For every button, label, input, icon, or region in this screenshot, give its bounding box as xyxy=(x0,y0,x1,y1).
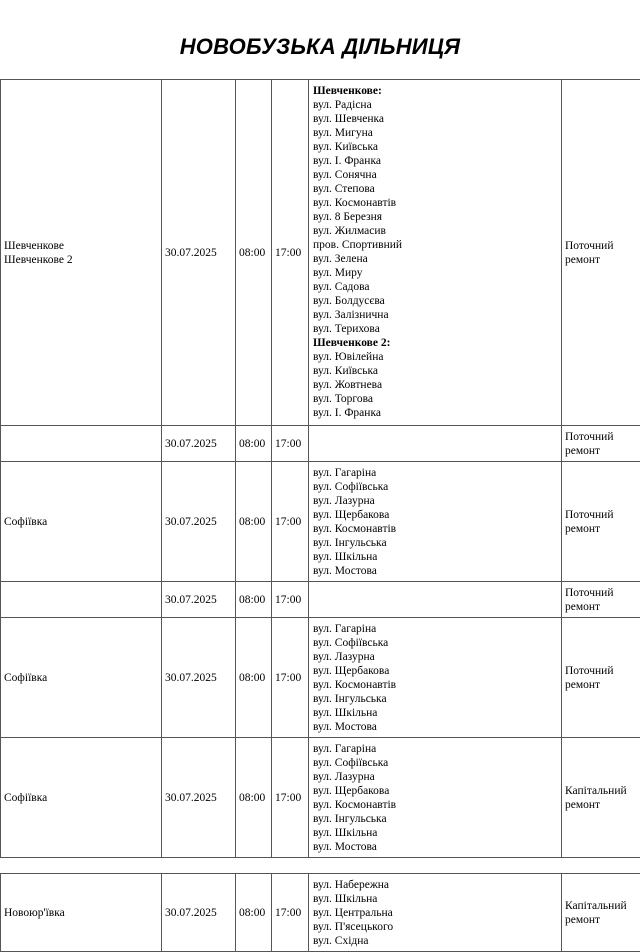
start-time-cell: 08:00 xyxy=(236,738,272,858)
table-row xyxy=(1,80,640,426)
street-name: вул. Космонавтів xyxy=(313,196,558,210)
work-type-text: ремонт xyxy=(565,913,637,927)
street-name: вул. Мостова xyxy=(313,720,558,734)
street-name: вул. Гагаріна xyxy=(313,466,558,480)
street-name: вул. Східна xyxy=(313,934,558,948)
work-type-text: ремонт xyxy=(565,522,637,536)
settlement-name: Софіївка xyxy=(4,671,158,685)
settlement-cell xyxy=(1,80,162,426)
streets-cell xyxy=(309,462,562,582)
street-name: вул. І. Франка xyxy=(313,406,558,420)
work-type-text: ремонт xyxy=(565,678,637,692)
street-name: вул. Щербакова xyxy=(313,664,558,678)
start-time-cell: 08:00 xyxy=(236,462,272,582)
street-name: вул. Софіївська xyxy=(313,636,558,650)
work-type-cell xyxy=(562,874,640,952)
date-cell: 30.07.2025 xyxy=(162,80,236,426)
street-name: вул. Лазурна xyxy=(313,494,558,508)
streets-cell xyxy=(309,80,562,426)
street-name: вул. Шкільна xyxy=(313,892,558,906)
streets-cell xyxy=(309,618,562,738)
street-name: вул. Софіївська xyxy=(313,756,558,770)
street-name: вул. Софіївська xyxy=(313,480,558,494)
streets-cell xyxy=(309,874,562,952)
street-name: вул. Радісна xyxy=(313,98,558,112)
settlement-name: Шевченкове xyxy=(4,239,158,253)
street-name: вул. Шевченка xyxy=(313,112,558,126)
settlement-cell xyxy=(1,462,162,582)
street-name: вул. Торгова xyxy=(313,392,558,406)
street-name: вул. Мостова xyxy=(313,840,558,854)
table-row xyxy=(1,462,640,582)
end-time-cell: 17:00 xyxy=(272,80,309,426)
schedule-body xyxy=(1,80,640,952)
page-title: НОВОБУЗЬКА ДІЛЬНИЦЯ xyxy=(0,34,640,60)
work-type-text: Капітальний xyxy=(565,899,637,913)
work-type-text: ремонт xyxy=(565,600,637,614)
street-name: вул. Інгульська xyxy=(313,536,558,550)
work-type-text: ремонт xyxy=(565,798,637,812)
settlement-heading: Шевченкове: xyxy=(313,84,558,98)
work-type-cell xyxy=(562,80,640,426)
street-name: вул. Зелена xyxy=(313,252,558,266)
street-name: вул. Набережна xyxy=(313,878,558,892)
settlement-cell xyxy=(1,582,162,618)
end-time-cell: 17:00 xyxy=(272,462,309,582)
street-name: вул. Лазурна xyxy=(313,650,558,664)
street-name: вул. І. Франка xyxy=(313,154,558,168)
settlement-name: Новоюр'ївка xyxy=(4,906,158,920)
table-row xyxy=(1,426,640,462)
street-name: вул. 8 Березня xyxy=(313,210,558,224)
work-type-text: ремонт xyxy=(565,444,637,458)
settlement-heading: Шевченкове 2: xyxy=(313,336,558,350)
street-name: вул. Ювілейна xyxy=(313,350,558,364)
settlement-cell xyxy=(1,874,162,952)
street-name: вул. Терихова xyxy=(313,322,558,336)
end-time-cell: 17:00 xyxy=(272,738,309,858)
settlement-cell xyxy=(1,618,162,738)
street-name: вул. Мигуна xyxy=(313,126,558,140)
settlement-name: Шевченкове 2 xyxy=(4,253,158,267)
work-type-text: Поточний xyxy=(565,586,637,600)
table-row xyxy=(1,874,640,952)
date-cell: 30.07.2025 xyxy=(162,462,236,582)
street-name: вул. Київська xyxy=(313,140,558,154)
street-name: вул. Шкільна xyxy=(313,826,558,840)
street-name: вул. Щербакова xyxy=(313,784,558,798)
work-type-cell xyxy=(562,462,640,582)
street-name: вул. Садова xyxy=(313,280,558,294)
street-name: вул. Шкільна xyxy=(313,550,558,564)
table-spacer-row xyxy=(1,858,640,874)
settlement-cell xyxy=(1,426,162,462)
work-type-text: Поточний xyxy=(565,508,637,522)
settlement-name: Софіївка xyxy=(4,515,158,529)
street-name: вул. Степова xyxy=(313,182,558,196)
street-name: вул. Залізнична xyxy=(313,308,558,322)
start-time-cell: 08:00 xyxy=(236,874,272,952)
street-name: вул. Центральна xyxy=(313,906,558,920)
end-time-cell: 17:00 xyxy=(272,582,309,618)
end-time-cell: 17:00 xyxy=(272,874,309,952)
work-type-cell xyxy=(562,738,640,858)
work-type-cell xyxy=(562,582,640,618)
street-name: вул. Гагаріна xyxy=(313,622,558,636)
street-name: вул. Жилмасив xyxy=(313,224,558,238)
street-name: вул. Миру xyxy=(313,266,558,280)
street-name: вул. Гагаріна xyxy=(313,742,558,756)
table-row xyxy=(1,618,640,738)
work-type-text: Поточний xyxy=(565,664,637,678)
street-name: пров. Спортивний xyxy=(313,238,558,252)
street-name: вул. Мостова xyxy=(313,564,558,578)
street-name: вул. Лазурна xyxy=(313,770,558,784)
work-type-text: Поточний xyxy=(565,239,637,253)
street-name: вул. Космонавтів xyxy=(313,798,558,812)
settlement-cell xyxy=(1,738,162,858)
work-type-cell xyxy=(562,426,640,462)
table-row xyxy=(1,738,640,858)
date-cell: 30.07.2025 xyxy=(162,582,236,618)
street-name: вул. Інгульська xyxy=(313,692,558,706)
end-time-cell: 17:00 xyxy=(272,618,309,738)
table-row xyxy=(1,582,640,618)
street-name: вул. Болдусєва xyxy=(313,294,558,308)
street-name: вул. Шкільна xyxy=(313,706,558,720)
outage-schedule-table xyxy=(0,79,640,952)
start-time-cell: 08:00 xyxy=(236,426,272,462)
date-cell: 30.07.2025 xyxy=(162,426,236,462)
start-time-cell: 08:00 xyxy=(236,582,272,618)
start-time-cell: 08:00 xyxy=(236,80,272,426)
date-cell: 30.07.2025 xyxy=(162,874,236,952)
work-type-cell xyxy=(562,618,640,738)
date-cell: 30.07.2025 xyxy=(162,738,236,858)
street-name: вул. Сонячна xyxy=(313,168,558,182)
work-type-text: ремонт xyxy=(565,253,637,267)
streets-cell xyxy=(309,738,562,858)
streets-cell xyxy=(309,582,562,618)
street-name: вул. П'ясецького xyxy=(313,920,558,934)
work-type-text: Поточний xyxy=(565,430,637,444)
street-name: вул. Космонавтів xyxy=(313,522,558,536)
street-name: вул. Жовтнева xyxy=(313,378,558,392)
end-time-cell: 17:00 xyxy=(272,426,309,462)
streets-cell xyxy=(309,426,562,462)
street-name: вул. Київська xyxy=(313,364,558,378)
work-type-text: Капітальний xyxy=(565,784,637,798)
start-time-cell: 08:00 xyxy=(236,618,272,738)
street-name: вул. Космонавтів xyxy=(313,678,558,692)
street-name: вул. Щербакова xyxy=(313,508,558,522)
settlement-name: Софіївка xyxy=(4,791,158,805)
street-name: вул. Інгульська xyxy=(313,812,558,826)
date-cell: 30.07.2025 xyxy=(162,618,236,738)
